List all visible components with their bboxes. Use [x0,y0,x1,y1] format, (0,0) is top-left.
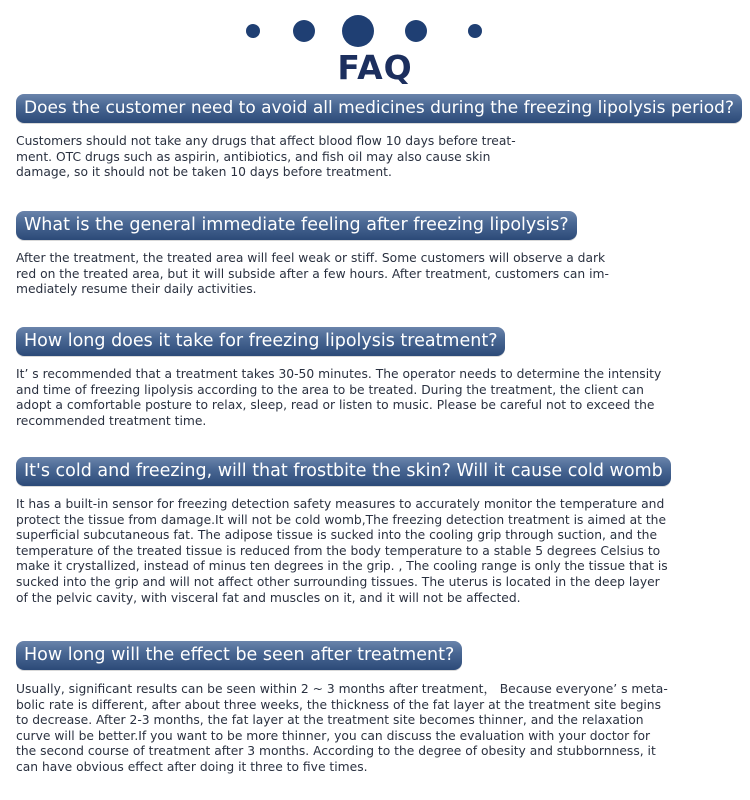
answer-line: damage, so it should not be taken 10 days before treatment. [16,165,392,180]
answer-line: curve will be better.If you want to be more thinner, you can discuss the evaluation with your doctor for [16,728,651,743]
faq-answer-4 [16,497,668,606]
answer-line: of the pelvic cavity, with visceral fat and muscles on it, and it will not be affected. [16,590,521,605]
faq-question-2: What is the general immediate feeling after freezing lipolysis? [16,211,577,240]
faq-question-4: It's cold and freezing, will that frostbite the skin? Will it cause cold womb [16,457,671,486]
answer-line: protect the tissue from damage.It will not be cold womb,The freezing detection treatment is aimed at the [16,512,667,527]
faq-question-1: Does the customer need to avoid all medicines during the freezing lipolysis period? [16,94,742,123]
page-title: FAQ [337,48,413,87]
answer-line: superficial subcutaneous fat. The adipose tissue is sucked into the cooling grip through suction, and the [16,528,658,543]
answer-line: and time of freezing lipolysis according to the area to be treated. During the treatment, the client can [16,382,644,397]
answer-line: can have obvious effect after doing it three to five times. [16,759,368,774]
answer-line: ment. OTC drugs such as aspirin, antibiotics, and fish oil may also cause skin [16,149,491,164]
dot-5 [468,24,482,38]
dot-1 [246,24,260,38]
faq-answer-3 [16,367,661,429]
answer-line: red on the treated area, but it will subside after a few hours. After treatment, customers can im- [16,266,609,281]
answer-line: to decrease. After 2-3 months, the fat layer at the treatment site becomes thinner, and the relaxation [16,713,644,728]
faq-answer-2 [16,251,609,298]
faq-answer-1 [16,134,516,181]
answer-line: It’ s recommended that a treatment takes 30-50 minutes. The operator needs to determine the intensity [16,367,662,381]
answer-line: It has a built-in sensor for freezing detection safety measures to accurately monitor the temperature and [16,497,665,511]
answer-line: mediately resume their daily activities. [16,282,257,297]
dot-4 [405,20,427,42]
answer-line: the second course of treatment after 3 months. According to the degree of obesity and stubbornness, it [16,744,656,759]
dot-2 [293,20,315,42]
answer-line: temperature of the treated tissue is reduced from the body temperature to a stable 5 degrees Celsius to [16,543,661,558]
faq-answer-5 [16,682,668,776]
answer-line: Customers should not take any drugs that affect blood flow 10 days before treat- [16,134,516,148]
answer-line: Usually, significant results can be seen within 2 ~ 3 months after treatment， Because everyone’ s meta- [16,682,668,696]
answer-line: make it crystallized, instead of minus ten degrees in the grip. , The cooling range is only the tissue that is [16,559,668,574]
answer-line: adopt a comfortable posture to relax, sleep, read or listen to music. Please be careful not to exceed the [16,398,655,413]
answer-line: bolic rate is different, after about three weeks, the thickness of the fat layer at the treatment site begins [16,697,662,712]
faq-question-3: How long does it take for freezing lipolysis treatment? [16,327,505,356]
answer-line: recommended treatment time. [16,413,207,428]
faq-question-5: How long will the effect be seen after treatment? [16,641,462,670]
answer-line: After the treatment, the treated area will feel weak or stiff. Some customers will observe a dark [16,251,606,265]
answer-line: sucked into the grip and will not affect other surrounding tissues. The uterus is located in the deep layer [16,574,660,589]
dot-3 [342,15,374,47]
